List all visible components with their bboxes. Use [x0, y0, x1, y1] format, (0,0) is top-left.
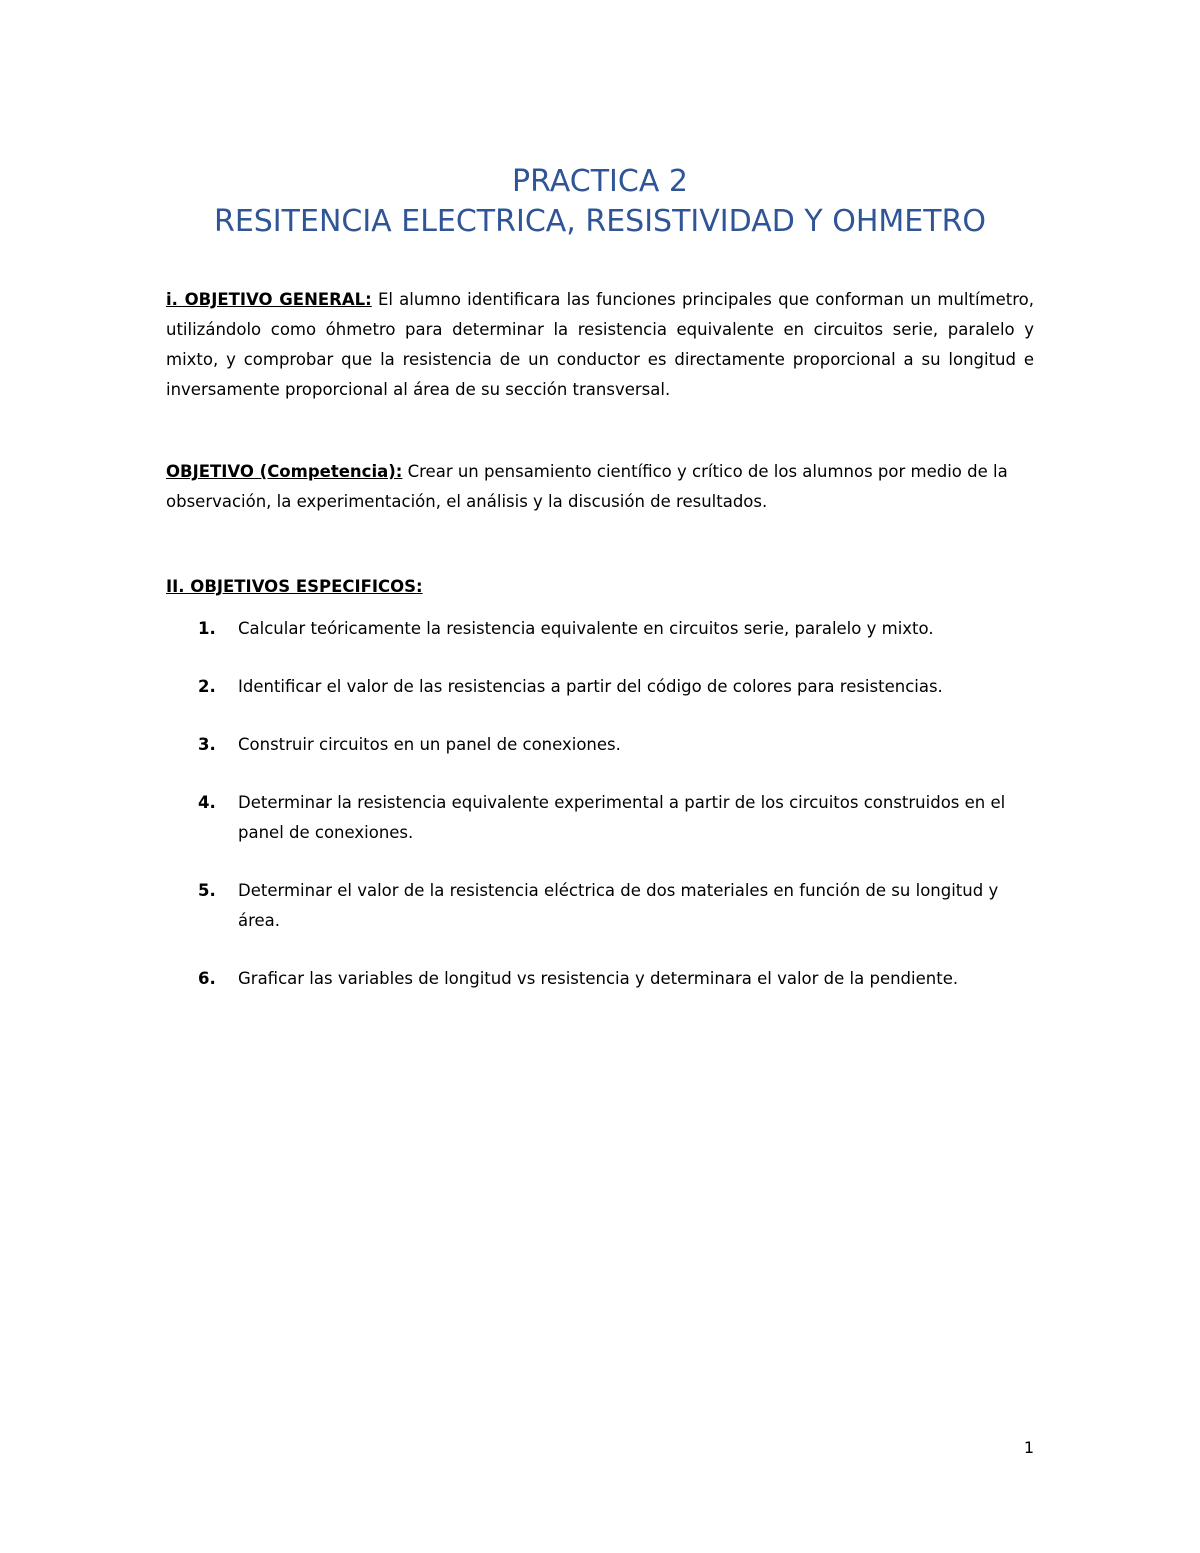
page-number: 1 — [1023, 1438, 1034, 1457]
objetivo-general-label: i. OBJETIVO GENERAL: — [166, 290, 372, 309]
list-item — [166, 964, 1034, 994]
list-item-text: Determinar la resistencia equivalente experimental a partir de los circuitos construidos en el panel de conexiones. — [238, 793, 1006, 842]
list-item-number: 2. — [198, 677, 216, 696]
list-item-number: 1. — [198, 619, 216, 638]
document-title — [0, 162, 1200, 242]
list-item-text: Determinar el valor de la resistencia eléctrica de dos materiales en función de su longitud y área. — [238, 881, 999, 930]
objetivo-competencia-text: Crear un pensamiento científico y crítico de los alumnos por medio de la observación, la experimentación, el análisis y la discusión de resultados. — [166, 462, 1008, 511]
list-item — [166, 672, 1034, 702]
objetivo-general-paragraph — [166, 285, 1034, 405]
list-item — [166, 614, 1034, 644]
list-item-number: 3. — [198, 735, 216, 754]
objetivos-especificos-heading: II. OBJETIVOS ESPECIFICOS: — [166, 577, 423, 596]
objetivo-competencia-paragraph — [166, 457, 1034, 517]
list-item — [166, 730, 1034, 760]
list-item-text: Identificar el valor de las resistencias a partir del código de colores para resistencias. — [238, 677, 943, 696]
list-item — [166, 788, 1034, 848]
list-item-text: Calcular teóricamente la resistencia equivalente en circuitos serie, paralelo y mixto. — [238, 619, 934, 638]
list-item-text: Graficar las variables de longitud vs resistencia y determinara el valor de la pendiente. — [238, 969, 959, 988]
objetivo-competencia-label: OBJETIVO (Competencia): — [166, 462, 403, 481]
list-item-number: 5. — [198, 881, 216, 900]
title-practice-number: PRACTICA 2 — [512, 164, 688, 199]
list-item-number: 4. — [198, 793, 216, 812]
objetivos-especificos-list — [166, 614, 1034, 1022]
objetivo-general-text: El alumno identificara las funciones principales que conforman un multímetro, utilizándolo como óhmetro para determinar la resistencia equivalente en circuitos serie, paralelo y mixto, y comprobar que la resistencia de un conductor es directamente proporcional a su longitud e inversamente proporcional al área de su sección transversal. — [166, 290, 1034, 399]
list-item-text: Construir circuitos en un panel de conexiones. — [238, 735, 621, 754]
title-topic: RESITENCIA ELECTRICA, RESISTIVIDAD Y OHMETRO — [213, 204, 987, 239]
list-item-number: 6. — [198, 969, 216, 988]
list-item — [166, 876, 1034, 936]
